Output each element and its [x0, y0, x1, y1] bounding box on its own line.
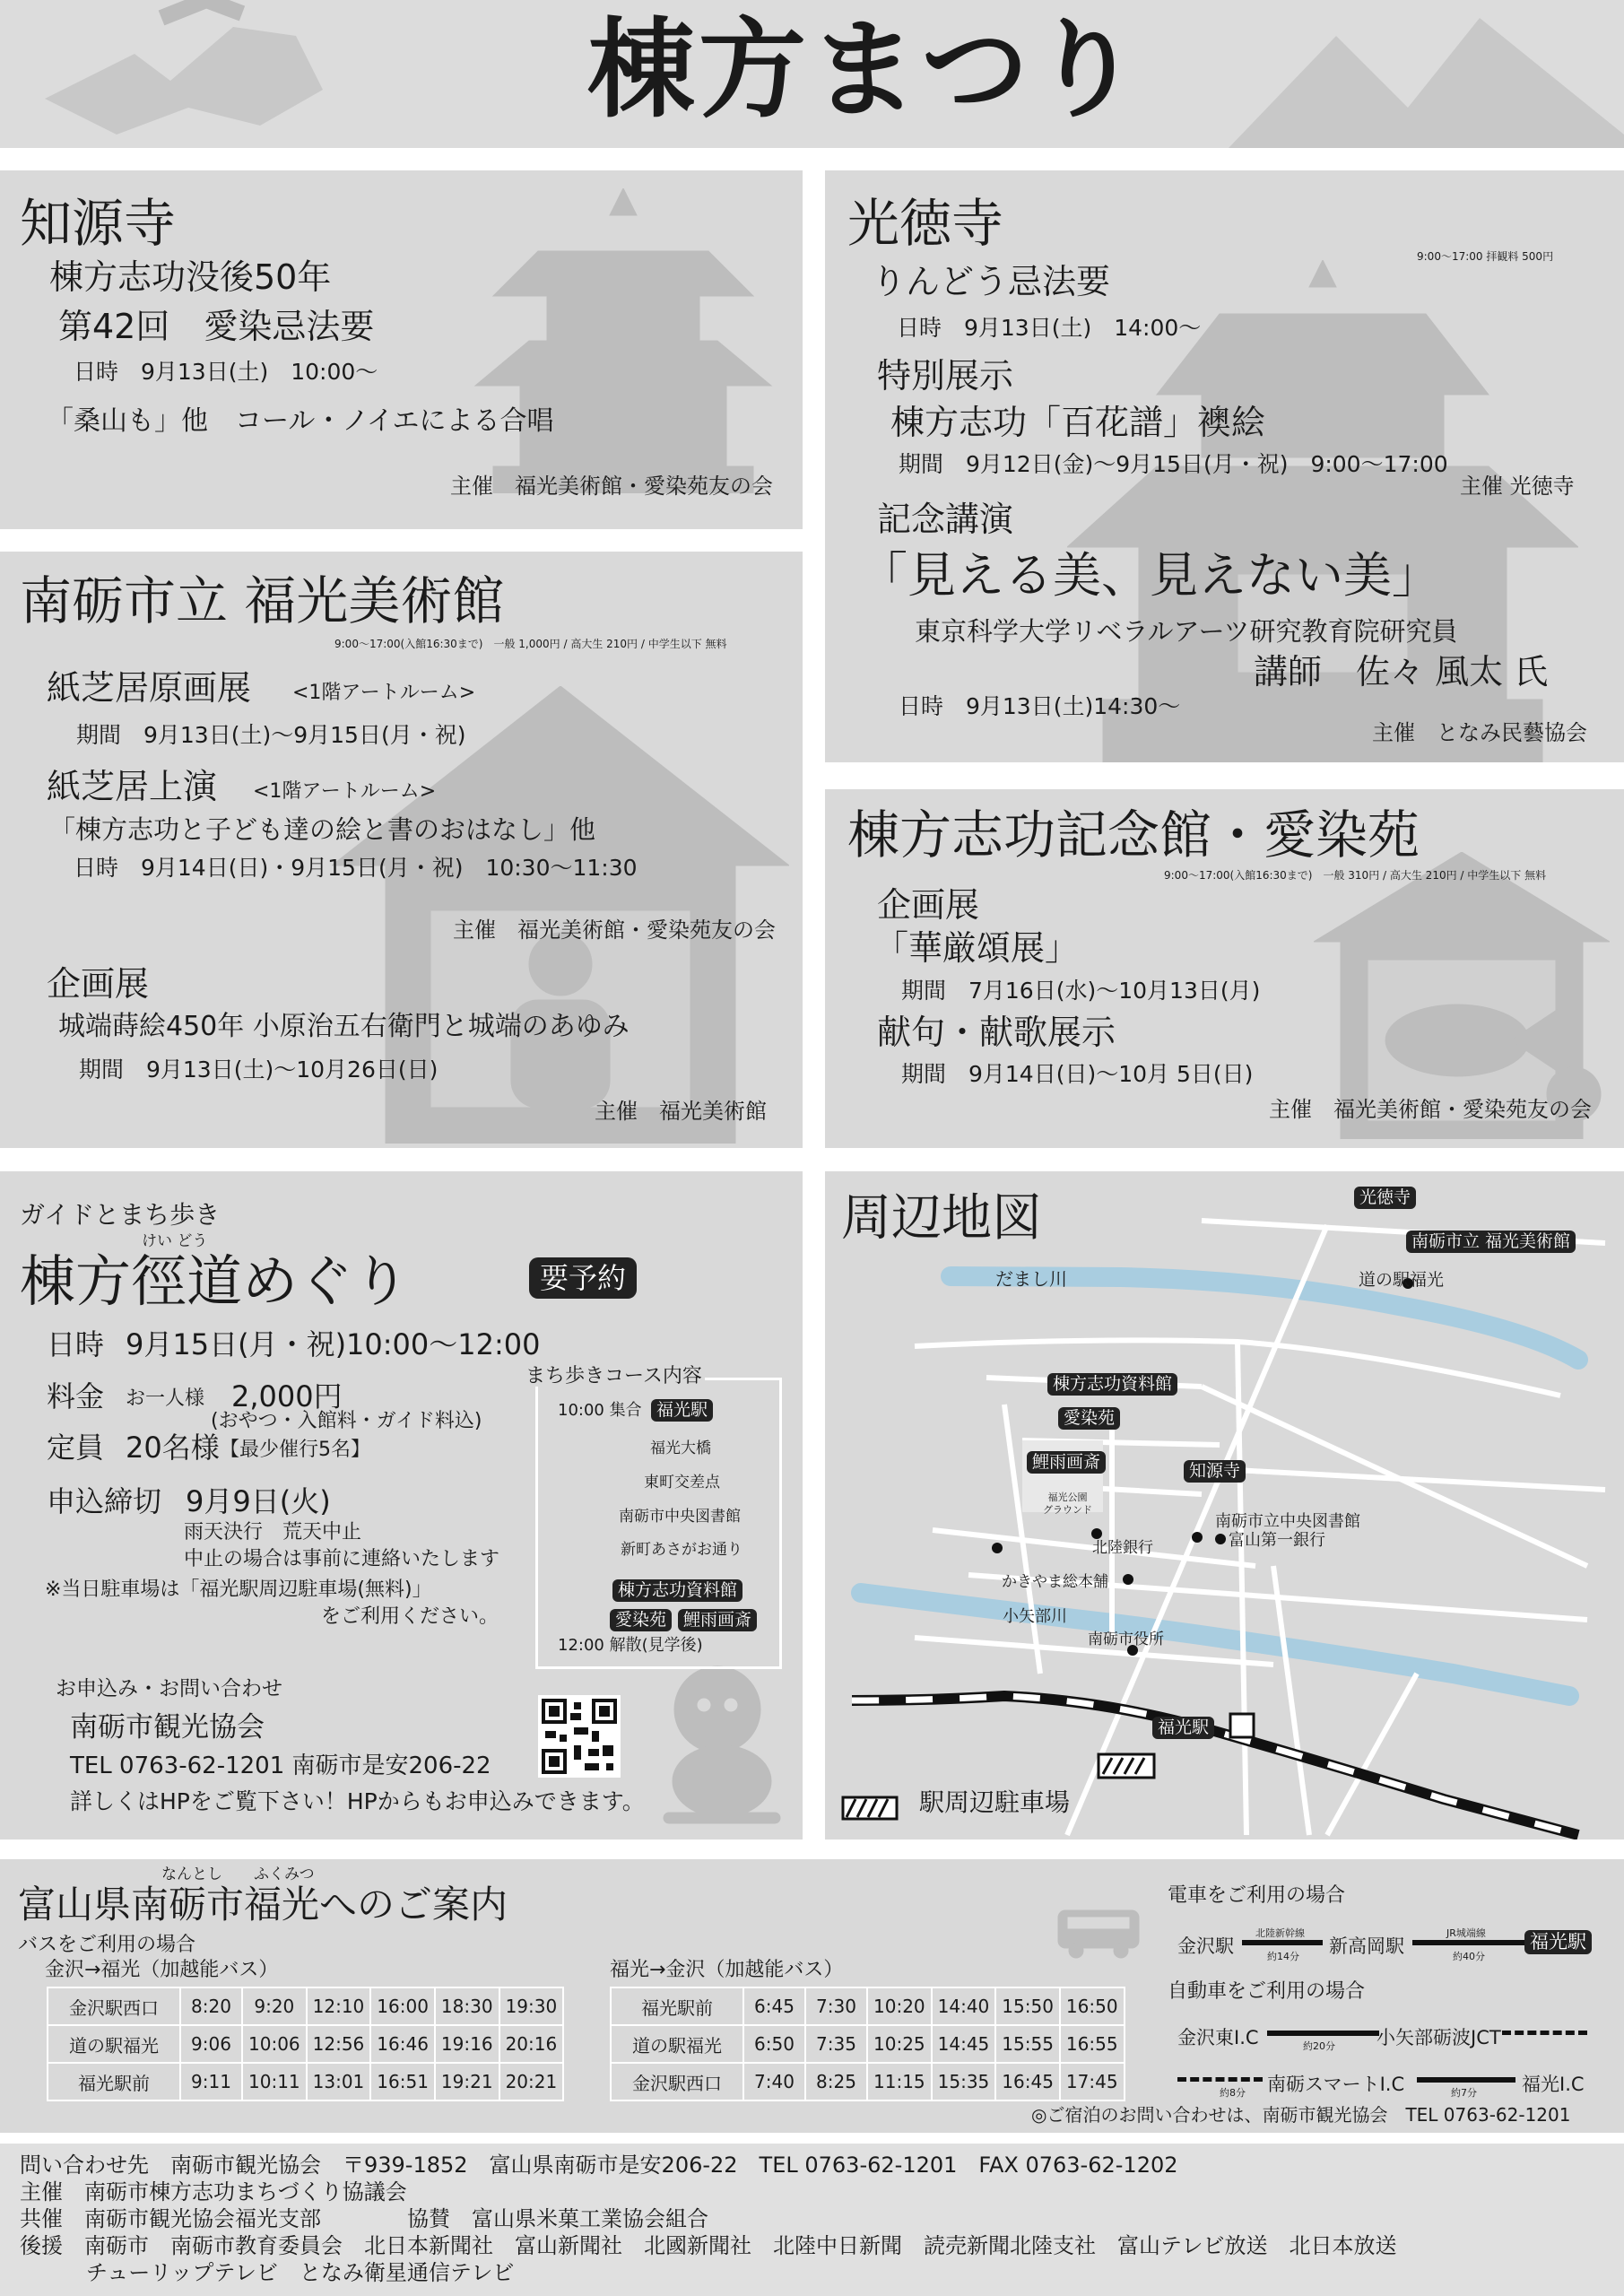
map-title: 周辺地図	[841, 1189, 1042, 1248]
kotokuji-host2: 主催 となみ民藝協会	[1372, 720, 1587, 745]
timetable-time: 12:10	[307, 1987, 371, 2025]
map-label-shiryokan: 棟方志功資料館	[1047, 1373, 1177, 1396]
chigenji-host: 主催 福光美術館・愛染苑友の会	[450, 474, 773, 499]
map-label-river1: だまし川	[995, 1268, 1067, 1290]
museum-e2-room: <1階アートルーム>	[253, 780, 437, 803]
timetable-stop: 金沢駅西口	[48, 1987, 180, 2025]
kotokuji-e1-date: 日時 9月13日(土) 14:00～	[897, 315, 1202, 341]
mountain-illustration-icon	[1229, 0, 1624, 148]
course-stop-3: 南砺市中央図書館	[619, 1508, 741, 1526]
museum-e1-period: 期間 9月13日(土)～9月15日(月・祝)	[76, 722, 466, 748]
museum-e1-room: <1階アートルーム>	[292, 682, 476, 704]
museum-title: 南砺市立 福光美術館	[20, 570, 505, 631]
kotokuji-e2-period: 期間 9月12日(金)～9月15日(月・祝) 9:00～17:00	[899, 451, 1448, 477]
timetable-time: 6:50	[743, 2025, 805, 2063]
timetable-stop: 道の駅福光	[48, 2025, 180, 2063]
timetable-kanazawa-to-fukumitsu	[47, 1987, 564, 2101]
contact-note: 詳しくはHPをご覧下さい！HPからもお申込みできます。	[70, 1788, 645, 1814]
timetable-time: 16:51	[370, 2063, 435, 2100]
museum-host1: 主催 福光美術館・愛染苑友の会	[453, 918, 776, 943]
museum-e2-title: 紙芝居上演	[47, 767, 218, 806]
timetable-time: 15:55	[995, 2025, 1060, 2063]
train-heading: 電車をご利用の場合	[1168, 1884, 1346, 1907]
timetable-time: 14:40	[932, 1987, 996, 2025]
aizen-e1-period: 期間 7月16日(水)～10月13日(月)	[901, 978, 1261, 1004]
car-ic-fukumitsu: 福光I.C	[1522, 2074, 1585, 2095]
timetable-time: 10:11	[242, 2063, 307, 2100]
walk-note1: 雨天決行 荒天中止	[184, 1521, 362, 1544]
kotokuji-e3-speaker: 講師 佐々 風太 氏	[1254, 652, 1549, 691]
aizen-panel	[825, 789, 1624, 1148]
aizen-e2-period: 期間 9月14日(日)～10月 5日(日)	[901, 1061, 1254, 1087]
timetable-row	[611, 2063, 1125, 2100]
footer-line2: 主催 南砺市棟方志功まちづくり協議会	[20, 2179, 407, 2205]
kotokuji-e3-main: 「見える美、見えない美」	[859, 547, 1440, 604]
course-tag-shiryokan: 棟方志功資料館	[612, 1579, 743, 1602]
map-label-toyama: 富山第一銀行	[1229, 1531, 1325, 1550]
car-heading: 自動車をご利用の場合	[1168, 1980, 1366, 2003]
timetable-time: 15:35	[932, 2063, 996, 2100]
walk-note2: 中止の場合は事前に連絡いたします	[184, 1548, 500, 1570]
timetable-stop: 福光駅前	[611, 1987, 743, 2025]
festival-title: 棟方まつり	[587, 6, 1143, 133]
walk-panel	[0, 1171, 803, 1839]
walk-pretitle: ガイドとまち歩き	[20, 1200, 221, 1230]
timetable-row	[611, 2025, 1125, 2063]
map-panel	[825, 1171, 1624, 1839]
bus-icon	[1054, 1906, 1143, 1960]
car-line-1	[1267, 2031, 1379, 2036]
timetable-time: 8:25	[805, 2063, 867, 2100]
museum-e3-desc: 城端蒔絵450年 小原治五右衛門と城端のあゆみ	[58, 1011, 630, 1042]
train-station-kanazawa: 金沢駅	[1177, 1935, 1234, 1957]
aizen-hours: 9:00～17:00(入館16:30まで) 一般 310円 / 高大生 210円 / 中学生以下 無料	[1164, 869, 1547, 882]
chigenji-line2: 第42回 愛染忌法要	[58, 307, 375, 346]
footer-line4: 後援 南砺市 南砺市教育委員会 北日本新聞社 富山新聞社 北國新聞社 北陸中日新聞 読売新聞北陸支社 富山テレビ放送 北日本放送	[20, 2233, 1397, 2258]
kotokuji-e1-title: りんどう忌法要	[872, 262, 1111, 301]
course-stop-4: 新町あさがお通り	[621, 1541, 743, 1559]
timetable-time: 16:50	[1060, 1987, 1125, 2025]
chigenji-line1: 棟方志功没後50年	[49, 257, 332, 297]
timetable-time: 14:45	[932, 2025, 996, 2063]
aizen-host: 主催 福光美術館・愛染苑友の会	[1269, 1097, 1592, 1122]
car-line4-min: 約7分	[1451, 2087, 1477, 2099]
course-stop-2: 東町交差点	[644, 1474, 720, 1492]
timetable-stop: 福光駅前	[48, 2063, 180, 2100]
car-ic-nantosmart: 南砺スマートI.C	[1267, 2074, 1405, 2095]
walk-fee-label: 料金	[47, 1379, 105, 1413]
footer-line3: 共催 南砺市観光協会福光支部 協賛 富山県米菓工業協会組合	[20, 2206, 708, 2231]
timetable-time: 7:30	[805, 1987, 867, 2025]
timetable-time: 10:25	[867, 2025, 932, 2063]
train-line2-min: 約40分	[1453, 1951, 1485, 1962]
timetable-stop: 道の駅福光	[611, 2025, 743, 2063]
map-label-rieisai: 鯉雨画斎	[1027, 1451, 1106, 1474]
map-label-parking: 駅周辺駐車場	[919, 1787, 1071, 1817]
timetable-time: 15:50	[995, 1987, 1060, 2025]
train-line1-name: 北陸新幹線	[1255, 1927, 1305, 1939]
aizen-house-fish-icon	[1314, 852, 1610, 1139]
map-label-museum: 南砺市立 福光美術館	[1406, 1231, 1576, 1253]
walk-date: 9月15日(月・祝)10:00～12:00	[126, 1327, 541, 1361]
hand-illustration-icon	[27, 0, 395, 148]
map-label-aizen: 愛染苑	[1058, 1407, 1120, 1430]
timetable-time: 10:06	[242, 2025, 307, 2063]
chigenji-date: 日時 9月13日(土) 10:00～	[74, 359, 378, 385]
timetable-time: 6:45	[743, 1987, 805, 2025]
footer-line1: 問い合わせ先 南砺市観光協会 〒939-1852 富山県南砺市是安206-22 TEL 0763-62-1201 FAX 0763-62-1202	[20, 2152, 1178, 2178]
kotokuji-host1: 主催 光徳寺	[1460, 474, 1575, 499]
timetable-time: 19:21	[435, 2063, 499, 2100]
car-line-4	[1417, 2077, 1515, 2083]
car-jct-oyabetonami: 小矢部砺波JCT	[1376, 2027, 1501, 2048]
t1-title: 金沢→福光（加越能バス）	[45, 1959, 279, 1981]
train-line-1	[1242, 1940, 1323, 1945]
walk-parking2: をご利用ください。	[321, 1605, 499, 1628]
timetable-time: 16:46	[370, 2025, 435, 2063]
train-station-shintakaoka: 新高岡駅	[1329, 1935, 1404, 1957]
walk-fee-note: (おやつ・入館料・ガイド料込)	[211, 1410, 482, 1432]
timetable-time: 11:15	[867, 2063, 932, 2100]
footer-line5: チューリップテレビ となみ衛星通信テレビ	[86, 2260, 515, 2285]
contact-tel: TEL 0763-62-1201 南砺市是安206-22	[70, 1752, 491, 1779]
walk-deadline-label: 申込締切	[47, 1484, 162, 1518]
map-label-library: 南砺市立中央図書館	[1215, 1512, 1360, 1531]
map-label-river2: 小矢部川	[1003, 1607, 1067, 1626]
access-title: 富山県南砺市福光へのご案内	[18, 1883, 508, 1926]
kotokuji-hours: 9:00～17:00 拝観料 500円	[1417, 250, 1554, 263]
train-line2-name: JR城端線	[1446, 1927, 1486, 1939]
reservation-badge: 要予約	[529, 1257, 637, 1299]
timetable-time: 8:20	[180, 1987, 242, 2025]
aizen-e1-title: 企画展	[877, 885, 980, 925]
train-line1-min: 約14分	[1267, 1951, 1299, 1962]
kotokuji-e2-desc: 棟方志功「百花譜」襖絵	[890, 403, 1266, 442]
museum-panel	[0, 552, 803, 1148]
course-start: 10:00 集合	[558, 1401, 642, 1420]
timetable-time: 16:55	[1060, 2025, 1125, 2063]
timetable-time: 13:01	[307, 2063, 371, 2100]
timetable-time: 7:40	[743, 2063, 805, 2100]
museum-hours: 9:00～17:00(入館16:30まで) 一般 1,000円 / 高大生 210円 / 中学生以下 無料	[334, 638, 727, 650]
timetable-time: 20:16	[499, 2025, 564, 2063]
t2-body	[611, 1987, 1125, 2100]
map-label-hokuriku: 北陸銀行	[1092, 1539, 1153, 1557]
map-label-kakiyama: かきやま総本舗	[1002, 1573, 1108, 1591]
kotokuji-title: 光徳寺	[847, 193, 1004, 254]
car-line-2	[1502, 2031, 1587, 2035]
walk-fee-pre: お一人様	[126, 1387, 205, 1410]
timetable-time: 12:56	[307, 2025, 371, 2063]
timetable-time: 10:20	[867, 1987, 932, 2025]
access-ruby1: なんとし	[161, 1866, 222, 1883]
kotokuji-e2-title: 特別展示	[877, 356, 1014, 396]
walk-deadline: 9月9日(火)	[186, 1484, 331, 1518]
walk-ruby: けい どう	[142, 1232, 208, 1250]
walk-capacity-label: 定員	[47, 1431, 105, 1465]
footer	[0, 2144, 1624, 2296]
map-label-michi: 道の駅福光	[1359, 1270, 1445, 1290]
kotokuji-panel	[825, 170, 1624, 762]
kotokuji-e3-title: 記念講演	[877, 500, 1014, 539]
museum-e3-period: 期間 9月13日(土)～10月26日(日)	[79, 1057, 439, 1083]
timetable-time: 16:00	[370, 1987, 435, 2025]
bus-heading: バスをご利用の場合	[18, 1934, 196, 1956]
mascot-icon	[655, 1660, 789, 1831]
map-label-cityhall: 南砺市役所	[1088, 1631, 1164, 1648]
timetable-time: 17:45	[1060, 2063, 1125, 2100]
map-label-park: 福光公園 グラウンド	[1043, 1492, 1092, 1517]
car-line1-min: 約20分	[1303, 2040, 1335, 2052]
temple-icon	[457, 188, 789, 493]
walk-fee: 2,000円	[231, 1379, 343, 1413]
course-title: まち歩きコース内容	[523, 1367, 705, 1387]
timetable-row	[48, 1987, 563, 2025]
header-banner	[0, 0, 1624, 148]
timetable-time: 19:30	[499, 1987, 564, 2025]
museum-e2-desc: 「棟方志功と子ども達の絵と書のおはなし」他	[49, 814, 596, 845]
timetable-fukumitsu-to-kanazawa	[610, 1987, 1125, 2101]
chigenji-panel	[0, 170, 803, 529]
walk-date-label: 日時	[47, 1327, 105, 1361]
access-ruby2: ふくみつ	[254, 1866, 315, 1883]
walk-parking: ※当日駐車場は「福光駅周辺駐車場(無料)」	[45, 1578, 432, 1601]
walk-capacity-note: 【最少催行5名】	[220, 1439, 370, 1461]
contact-org: 南砺市観光協会	[70, 1711, 265, 1744]
course-end: 12:00 解散(見学後)	[558, 1636, 703, 1655]
museum-e2-date: 日時 9月14日(日)・9月15日(月・祝) 10:30～11:30	[74, 855, 638, 881]
area-map	[825, 1171, 1624, 1839]
timetable-time: 19:16	[435, 2025, 499, 2063]
timetable-time: 18:30	[435, 1987, 499, 2025]
timetable-stop: 金沢駅西口	[611, 2063, 743, 2100]
course-start-station: 福光駅	[651, 1399, 713, 1422]
walk-capacity: 20名様	[126, 1431, 220, 1465]
access-panel	[0, 1859, 1624, 2133]
kotokuji-e3-date: 日時 9月13日(土)14:30～	[899, 693, 1181, 719]
timetable-time: 9:11	[180, 2063, 242, 2100]
timetable-time: 7:35	[805, 2025, 867, 2063]
car-line2-min: 約8分	[1220, 2087, 1246, 2099]
course-tag-rieisai: 鯉雨画斎	[678, 1609, 757, 1631]
chigenji-program: 「桑山も」他 コール・ノイエによる合唱	[47, 405, 554, 437]
timetable-row	[48, 2063, 563, 2100]
train-station-fukumitsu: 福光駅	[1524, 1930, 1592, 1954]
kotokuji-e3-aff: 東京科学大学リベラルアーツ研究教育院研究員	[915, 616, 1458, 647]
car-ic-kanazawahigashi: 金沢東I.C	[1177, 2027, 1259, 2048]
map-label-kotokuji: 光徳寺	[1354, 1187, 1416, 1209]
t2-title: 福光→金沢（加越能バス）	[610, 1959, 844, 1981]
museum-e1-title: 紙芝居原画展	[47, 668, 252, 708]
map-label-chigenji: 知源寺	[1184, 1460, 1246, 1483]
timetable-time: 20:21	[499, 2063, 564, 2100]
train-line-2	[1412, 1940, 1524, 1945]
qr-code-icon[interactable]	[538, 1695, 621, 1778]
timetable-row	[48, 2025, 563, 2063]
aizen-e2-title: 献句・献歌展示	[877, 1013, 1116, 1052]
timetable-row	[611, 1987, 1125, 2025]
course-tag-aizen: 愛染苑	[610, 1609, 672, 1631]
walk-title: 棟方徑道めぐり	[20, 1248, 410, 1314]
car-line-3	[1177, 2077, 1263, 2082]
contact-title: お申込み・お問い合わせ	[56, 1677, 282, 1700]
museum-e3-title: 企画展	[47, 964, 150, 1004]
timetable-time: 16:45	[995, 2063, 1060, 2100]
museum-host2: 主催 福光美術館	[595, 1099, 767, 1124]
map-label-station: 福光駅	[1152, 1717, 1214, 1739]
t1-body	[48, 1987, 563, 2100]
timetable-time: 9:20	[242, 1987, 307, 2025]
aizen-title: 棟方志功記念館・愛染苑	[847, 804, 1420, 865]
aizen-e1-desc: 「華厳頌展」	[874, 928, 1080, 968]
course-stop-1: 福光大橋	[650, 1439, 711, 1457]
chigenji-title: 知源寺	[20, 193, 177, 254]
stay-info: ◎ご宿泊のお問い合わせは、南砺市観光協会 TEL 0763-62-1201	[1031, 2104, 1571, 2126]
timetable-time: 9:06	[180, 2025, 242, 2063]
